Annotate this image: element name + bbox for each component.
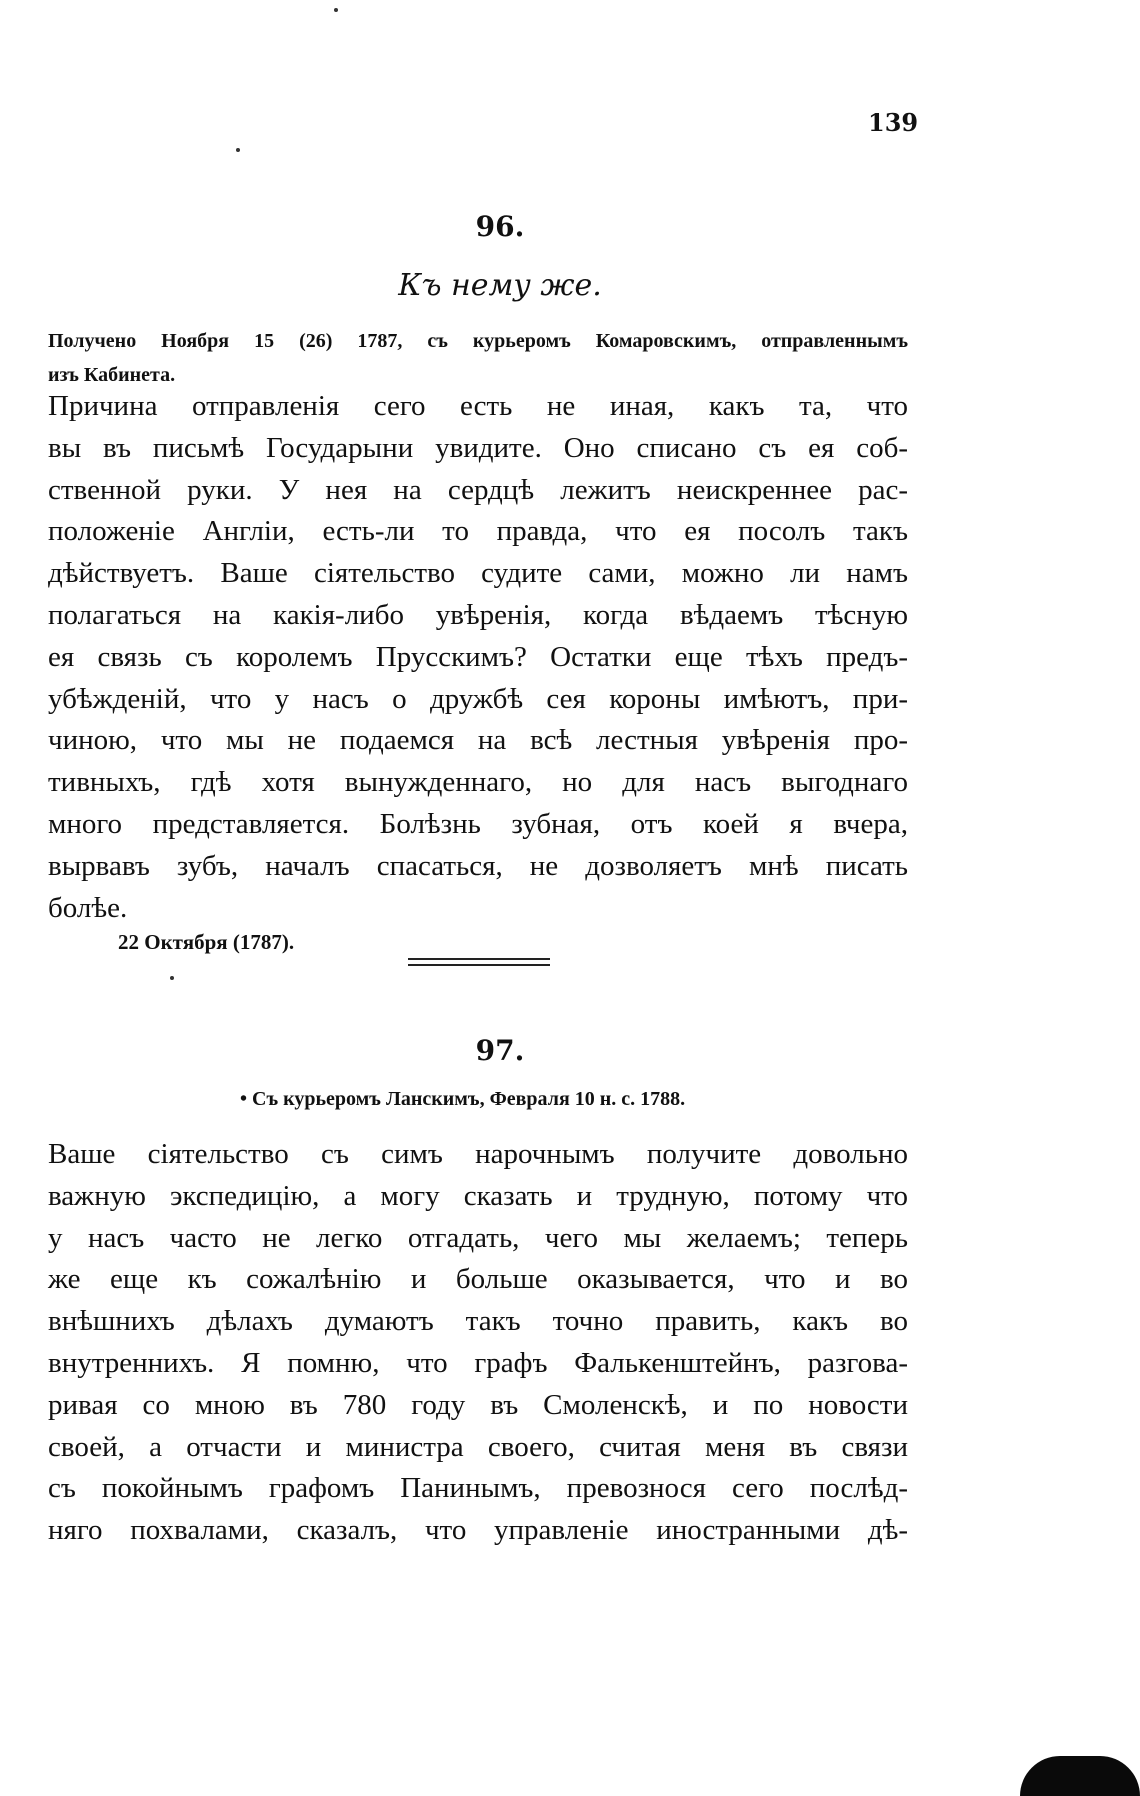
letter-97-body-line: же еще къ сожалѣнію и больше оказывается, что и во xyxy=(48,1263,908,1296)
letter-97-number: 97. xyxy=(475,1034,525,1067)
letter-96-body-line: вырвавъ зубъ, началъ спасаться, не дозволяетъ мнѣ писать xyxy=(48,849,908,882)
letter-97-body-line: своей, а отчасти и министра своего, считая меня въ связи xyxy=(48,1430,908,1463)
letter-96-body-line: дѣйствуетъ. Ваше сіятельство судите сами, можно ли намъ xyxy=(48,557,908,590)
letter-96-body-line: положеніе Англіи, есть-ли то правда, что ея посолъ такъ xyxy=(48,515,908,548)
letter-97-body-line: у насъ часто не легко отгадать, чего мы желаемъ; теперь xyxy=(48,1221,908,1254)
letter-97-body-line: внѣшнихъ дѣлахъ думаютъ такъ точно править, какъ во xyxy=(48,1305,908,1338)
section-divider xyxy=(408,958,550,966)
letter-97-note: • Съ курьеромъ Ланскимъ, Февраля 10 н. с. 1788. xyxy=(240,1088,686,1110)
letter-96-note-line: Получено Ноября 15 (26) 1787, съ курьеромъ Комаровскимъ, отправленнымъ xyxy=(48,330,908,352)
scan-speck xyxy=(236,148,240,152)
letter-96-body-line: тивныхъ, гдѣ хотя вынужденнаго, но для насъ выгоднаго xyxy=(48,766,908,799)
letter-97-body xyxy=(48,1134,908,1552)
letter-97-body-line: внутреннихъ. Я помню, что графъ Фалькенштейнъ, разгова- xyxy=(48,1346,908,1379)
letter-96-date: 22 Октября (1787). xyxy=(118,930,295,954)
letter-97-body-line: ривая со мною въ 780 году въ Смоленскѣ, и по новости xyxy=(48,1388,908,1421)
letter-96-body-line: ственной руки. У нея на сердцѣ лежитъ неискреннее рас- xyxy=(48,473,908,506)
letter-96-body-line: болѣе. xyxy=(48,891,128,924)
letter-96-body-line: много представляется. Болѣзнь зубная, отъ коей я вчера, xyxy=(48,807,908,840)
letter-96-heading: Къ нему же. xyxy=(398,268,602,303)
letter-96-body-line: Причина отправленія сего есть не иная, какъ та, что xyxy=(48,390,908,422)
letter-96-number: 96. xyxy=(475,210,525,243)
letter-96-body-line: чиною, что мы не подаемся на всѣ лестныя увѣренія про- xyxy=(48,724,908,757)
page-number: 139 xyxy=(868,108,919,137)
ink-blot xyxy=(1020,1756,1140,1796)
letter-96-note-line: изъ Кабинета. xyxy=(48,364,176,386)
letter-96-note xyxy=(48,324,908,392)
letter-96-body xyxy=(48,386,908,929)
letter-97-body-line: съ покойнымъ графомъ Панинымъ, превознося сего послѣд- xyxy=(48,1472,908,1505)
letter-97-body-line: важную экспедицію, а могу сказать и трудную, потому что xyxy=(48,1179,908,1212)
letter-96-body-line: ея связь съ королемъ Прусскимъ? Остатки еще тѣхъ предъ- xyxy=(48,640,908,673)
scan-speck xyxy=(334,8,338,12)
letter-97-body-line: Ваше сіятельство съ симъ нарочнымъ получите довольно xyxy=(48,1138,908,1170)
scan-speck xyxy=(170,976,174,980)
letter-97-body-line: няго похвалами, сказалъ, что управленіе иностранными дѣ- xyxy=(48,1514,908,1547)
letter-96-body-line: вы въ письмѣ Государыни увидите. Оно списано съ ея соб- xyxy=(48,431,908,464)
letter-96-body-line: полагаться на какія-либо увѣренія, когда вѣдаемъ тѣсную xyxy=(48,598,908,631)
letter-96-body-line: убѣжденій, что у насъ о дружбѣ сея короны имѣютъ, при- xyxy=(48,682,908,715)
